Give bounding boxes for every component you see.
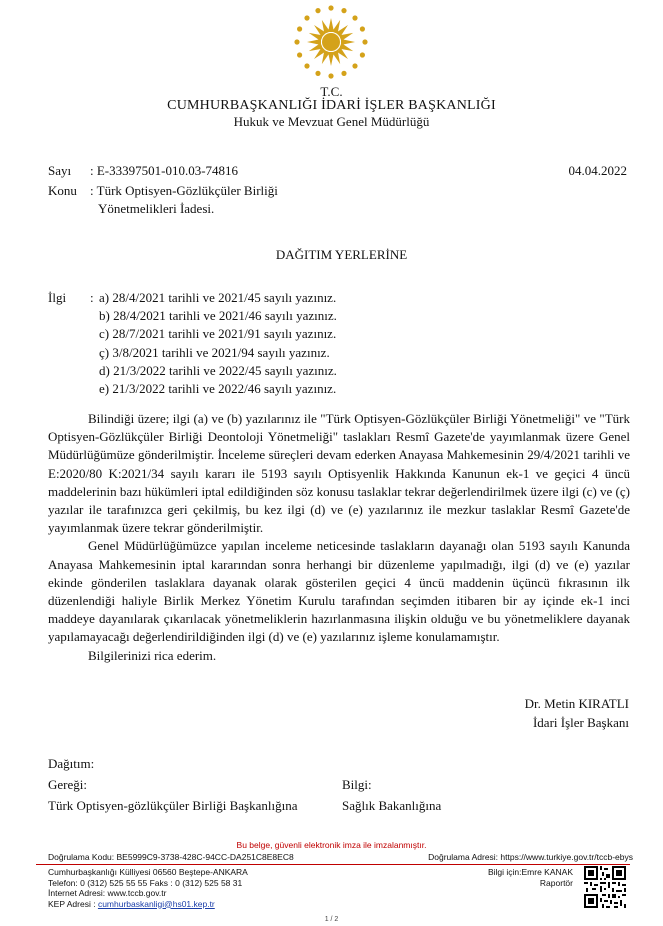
bilgi-label: Bilgi: bbox=[342, 777, 372, 792]
header-organization: CUMHURBAŞKANLIĞI İDARİ İŞLER BAŞKANLIĞI bbox=[167, 98, 496, 113]
signature-name: Dr. Metin KIRATLI bbox=[524, 696, 629, 711]
sayi-label: Sayı bbox=[48, 163, 72, 178]
konu-line-2: Yönetmelikleri İadesi. bbox=[98, 201, 215, 216]
footer-contact bbox=[48, 867, 248, 909]
presidential-emblem-icon bbox=[281, 2, 381, 82]
gereg-label: Gereği: bbox=[48, 777, 87, 792]
list-item: b) 28/4/2021 tarihli ve 2021/46 sayılı yazınız. bbox=[99, 308, 337, 324]
paragraph: Genel Müdürlüğümüzce yapılan inceleme neticesinde taslakların dayanağı olan 5193 sayılı Kanunda Anayasa Mahkemesinin iptal kararından sonra herhangi bir düzenleme yapılmadığı, ilgi (d) ve (e) yazılar ekinde gönderilen taslaklara dayanak olarak gösterilen geçici 4 üncü maddenin üçüncü fıkrasının ilk düzenlendiği haliyle Birlik Merkez Yönetim Kurulu tarafından seçimden itibaren bir ay içinde ek-1 inci maddeye dayanılarak çıkarılacak yönetmeliklerin hazırlanmasına ilişkin olduğu ve bu yönetmeliklere dayanak yapılamayacağı değerlendirildiğinden ilgi (d) ve (e) yazılarınız işleme konulamamıştır. bbox=[48, 538, 630, 645]
signature-title: İdari İşler Başkanı bbox=[532, 715, 629, 730]
ilgi-label: İlgi bbox=[48, 290, 67, 305]
qr-code-icon bbox=[584, 866, 626, 908]
gereg-value: Türk Optisyen-gözlükçüler Birliği Başkanlığına bbox=[48, 798, 298, 813]
header-department: Hukuk ve Mevzuat Genel Müdürlüğü bbox=[233, 114, 430, 129]
verify-address[interactable]: Doğrulama Adresi: https://www.turkiye.gov.tr/tccb-ebys bbox=[428, 852, 633, 862]
esign-note: Bu belge, güvenli elektronik imza ile imzalanmıştır. bbox=[236, 840, 427, 850]
info-contact-name: Bilgi için:Emre KANAK bbox=[487, 867, 573, 877]
list-item: ç) 3/8/2021 tarihli ve 2021/94 sayılı yazınız. bbox=[99, 344, 330, 360]
footer-divider bbox=[36, 864, 630, 865]
header-tc: T.C. bbox=[320, 84, 343, 99]
sayi-value: : E-33397501-010.03-74816 bbox=[90, 163, 239, 178]
konu-label: Konu bbox=[48, 183, 77, 198]
letter-body bbox=[48, 410, 630, 665]
kep-line bbox=[48, 899, 248, 910]
ilgi-colon: : bbox=[90, 290, 94, 305]
verify-code: Doğrulama Kodu: BE5999C9-3738-428C-94CC-DA251C8E8EC8 bbox=[48, 852, 294, 862]
distribution-label: Dağıtım: bbox=[48, 756, 95, 771]
paragraph: Bilgilerinizi rica ederim. bbox=[88, 647, 217, 663]
list-item: e) 21/3/2022 tarihli ve 2022/46 sayılı yazınız. bbox=[99, 380, 337, 396]
list-item: d) 21/3/2022 tarihli ve 2022/45 sayılı yazınız. bbox=[99, 362, 337, 378]
kep-link[interactable]: cumhurbaskanligi@hs01.kep.tr bbox=[97, 898, 215, 909]
info-contact-role: Raportör bbox=[539, 877, 573, 888]
document-date: 04.04.2022 bbox=[568, 163, 627, 178]
konu-line-1: : Türk Optisyen-Gözlükçüler Birliği bbox=[90, 183, 278, 198]
page-number: 1 / 2 bbox=[324, 916, 339, 923]
kep-label: KEP Adresi : bbox=[48, 898, 98, 909]
list-item: a) 28/4/2021 tarihli ve 2021/45 sayılı yazınız. bbox=[99, 290, 337, 305]
recipient-heading: DAĞITIM YERLERİNE bbox=[275, 247, 408, 262]
bilgi-value: Sağlık Bakanlığına bbox=[342, 798, 442, 813]
address-text: Cumhurbaşkanlığı Külliyesi 06560 Beştepe-ANKARA bbox=[48, 867, 248, 877]
paragraph: Bilindiği üzere; ilgi (a) ve (b) yazılarınız ile "Türk Optisyen-Gözlükçüler Birliği Yönetmeliği" ve "Türk Optisyen-Gözlükçüler Birliği Deontoloji Yönetmeliği" taslakları Resmî Gazete'de yayımlanmak üzere Genel Müdürlüğümüze gönderilmiştir. İnceleme süreçleri devam ederken Anayasa Mahkemesinin 29/4/2021 tarihli ve E:2020/80 K:2021/34 sayılı kararı ile 5193 sayılı Optisyenlik Hakkında Kanunun ek-1 ve geçici 4 üncü maddelerinin bazı hükümleri iptal edildiğinden söz konusu taslaklar tekrar değerlendirilmek üzere ilgi (c) ve (ç) yazılar ile tarafınızca geri çekilmiş, bu kez ilgi (d) ve (e) yazılarınız ile mezkur taslaklar Resmî Gazete'de yayımlanmak üzere tekrar gönderilmiştir. bbox=[48, 411, 630, 536]
info-contact bbox=[488, 867, 573, 888]
ilgi-list bbox=[99, 290, 337, 399]
phone-text: Telefon: 0 (312) 525 55 55 Faks : 0 (312) 525 58 31 bbox=[48, 877, 243, 888]
list-item: c) 28/7/2021 tarihli ve 2021/91 sayılı yazınız. bbox=[99, 326, 337, 342]
internet-text: İnternet Adresi: www.tccb.gov.tr bbox=[48, 888, 167, 898]
